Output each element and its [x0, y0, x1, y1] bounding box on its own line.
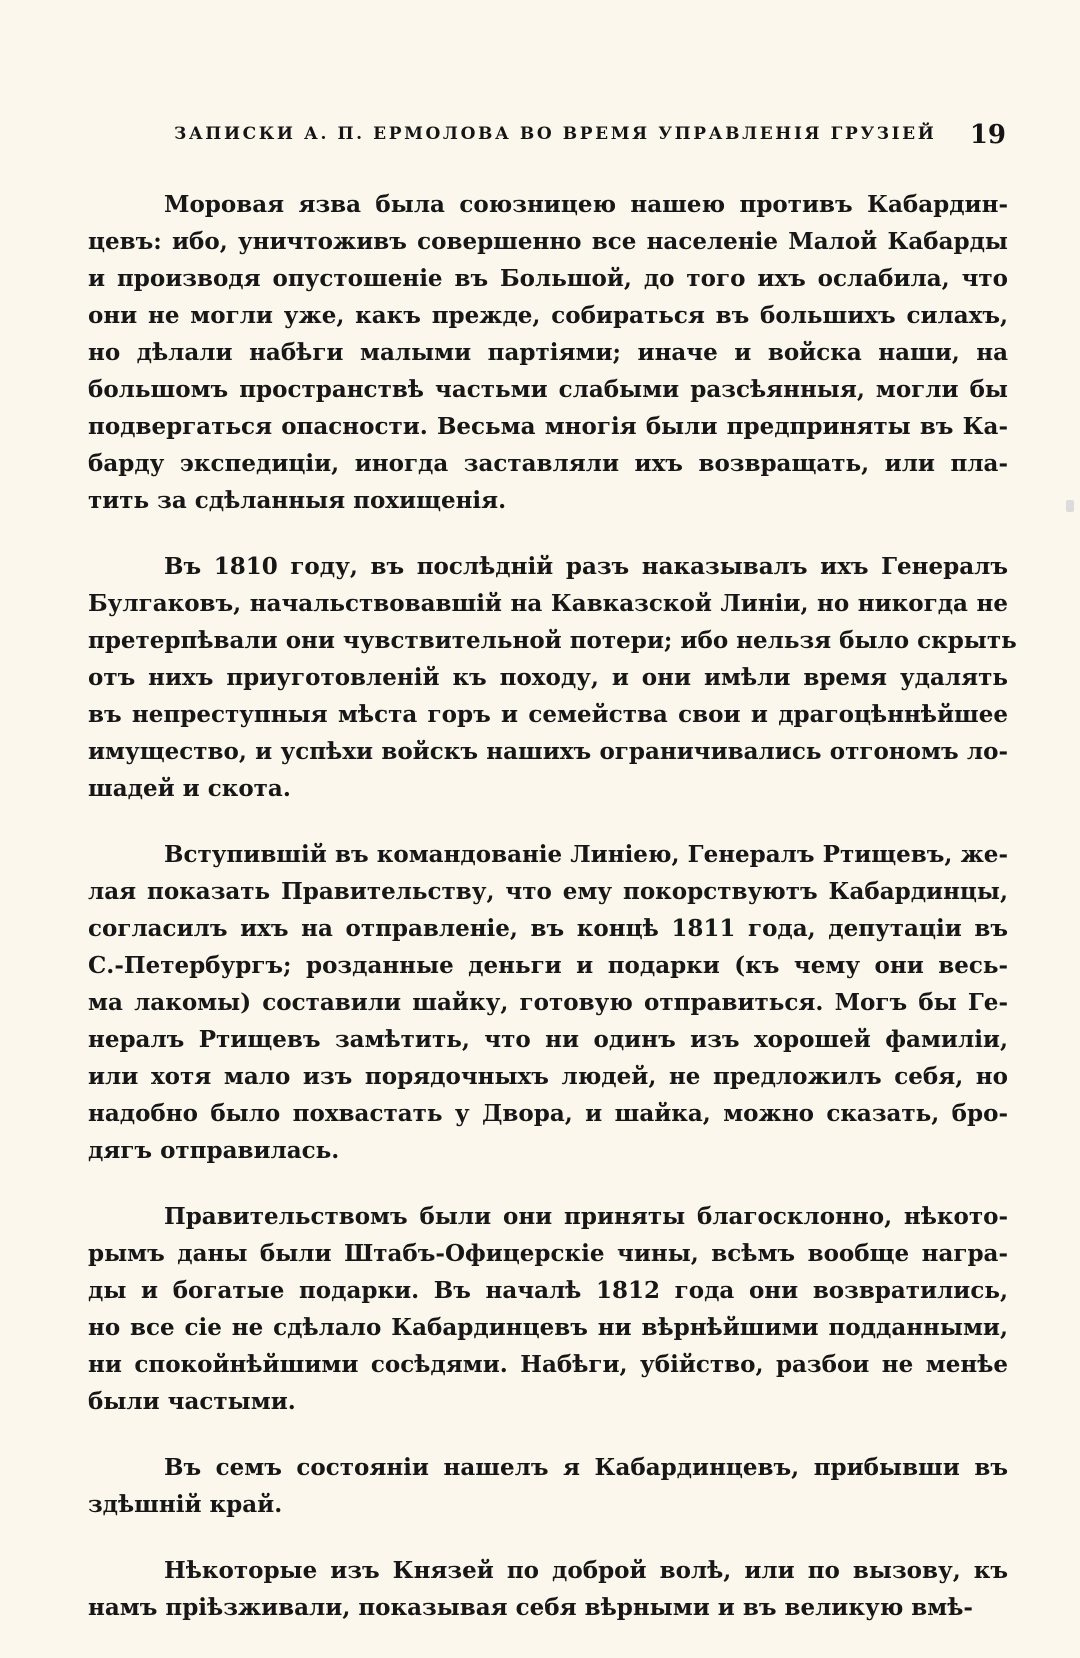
text-line: рымъ даны были Штабъ-Офицерскіе чины, всѣмъ вообще награ-: [88, 1240, 1008, 1267]
text-line: намъ пріѣзживали, показывая себя вѣрными и въ великую вмѣ-: [88, 1594, 973, 1621]
text-line: ма лакомы) составили шайку, готовую отправиться. Могъ бы Ге-: [88, 989, 1008, 1016]
text-line: подвергаться опасности. Весьма многія были предприняты въ Ка-: [88, 413, 1008, 440]
body-text: [88, 186, 1017, 1655]
text-line: нералъ Ртищевъ замѣтить, что ни одинъ изъ хорошей фамиліи,: [88, 1026, 1008, 1053]
running-title: ЗАПИСКИ А. П. ЕРМОЛОВА ВО ВРЕМЯ УПРАВЛЕНІЯ ГРУЗІЕЙ: [174, 124, 937, 144]
text-line: и производя опустошеніе въ Большой, до того ихъ ослабила, что: [88, 265, 1008, 292]
text-line: барду экспедиціи, иногда заставляли ихъ возвращать, или пла-: [88, 450, 1008, 477]
paragraph: [88, 1449, 1008, 1523]
text-line: шадей и скота.: [88, 775, 291, 802]
text-line: имущество, и успѣхи войскъ нашихъ ограничивались отгономъ ло-: [88, 738, 1008, 765]
text-line: но все сіе не сдѣлало Кабардинцевъ ни вѣрнѣйшими подданными,: [88, 1314, 1008, 1341]
text-line: Правительствомъ были они приняты благосклонно, нѣкото-: [164, 1203, 1008, 1230]
text-line: или хотя мало изъ порядочныхъ людей, не предложилъ себя, но: [88, 1063, 1008, 1090]
text-line: С.-Петербургъ; розданные деньги и подарки (къ чему они весь-: [88, 952, 1008, 979]
page-header: [158, 120, 1008, 160]
text-line: отъ нихъ приуготовленій къ походу, и они имѣли время удалять: [88, 664, 1008, 691]
text-line: въ непреступныя мѣста горъ и семейства свои и драгоцѣннѣйшее: [88, 701, 1008, 728]
text-line: Моровая язва была союзницею нашею противъ Кабардин-: [164, 191, 1008, 218]
text-line: цевъ: ибо, уничтоживъ совершенно все населеніе Малой Кабарды: [88, 228, 1008, 255]
text-line: ни спокойнѣйшими сосѣдями. Набѣги, убійство, разбои не менѣе: [88, 1351, 1008, 1378]
text-line: Въ семъ состояніи нашелъ я Кабардинцевъ, прибывши въ: [164, 1454, 1008, 1481]
text-line: Въ 1810 году, въ послѣдній разъ наказывалъ ихъ Генералъ: [164, 553, 1008, 580]
scrollbar-thumb[interactable]: [1066, 500, 1074, 512]
text-line: дягъ отправилась.: [88, 1137, 340, 1164]
text-line: но дѣлали набѣги малыми партіями; иначе и войска наши, на: [88, 339, 1008, 366]
text-line: тить за сдѣланныя похищенія.: [88, 487, 507, 514]
text-line: надобно было похвастать у Двора, и шайка, можно сказать, бро-: [88, 1100, 1008, 1127]
paragraph: [88, 836, 1008, 1169]
text-line: Вступившій въ командованіе Линіею, Генералъ Ртищевъ, же-: [164, 841, 1008, 868]
paragraph: [88, 186, 1008, 519]
text-line: здѣшній край.: [88, 1491, 283, 1518]
text-line: ды и богатые подарки. Въ началѣ 1812 года они возвратились,: [88, 1277, 1008, 1304]
paragraph: [88, 548, 1017, 807]
paragraph: [88, 1552, 1008, 1626]
page-number: 19: [969, 120, 1006, 150]
text-line: они не могли уже, какъ прежде, собираться въ большихъ силахъ,: [88, 302, 1008, 329]
text-line: Булгаковъ, начальствовавшій на Кавказской Линіи, но никогда не: [88, 590, 1008, 617]
text-line: согласилъ ихъ на отправленіе, въ концѣ 1811 года, депутаціи въ: [88, 915, 1008, 942]
text-line: были частыми.: [88, 1388, 296, 1415]
text-line: большомъ пространствѣ частьми слабыми разсѣянныя, могли бы: [88, 376, 1008, 403]
text-line: претерпѣвали они чувствительной потери; ибо нельзя было скрыть: [88, 627, 1017, 654]
paragraph: [88, 1198, 1008, 1420]
text-line: Нѣкоторые изъ Князей по доброй волѣ, или по вызову, къ: [164, 1557, 1008, 1584]
text-line: лая показать Правительству, что ему покорствуютъ Кабардинцы,: [88, 878, 1008, 905]
